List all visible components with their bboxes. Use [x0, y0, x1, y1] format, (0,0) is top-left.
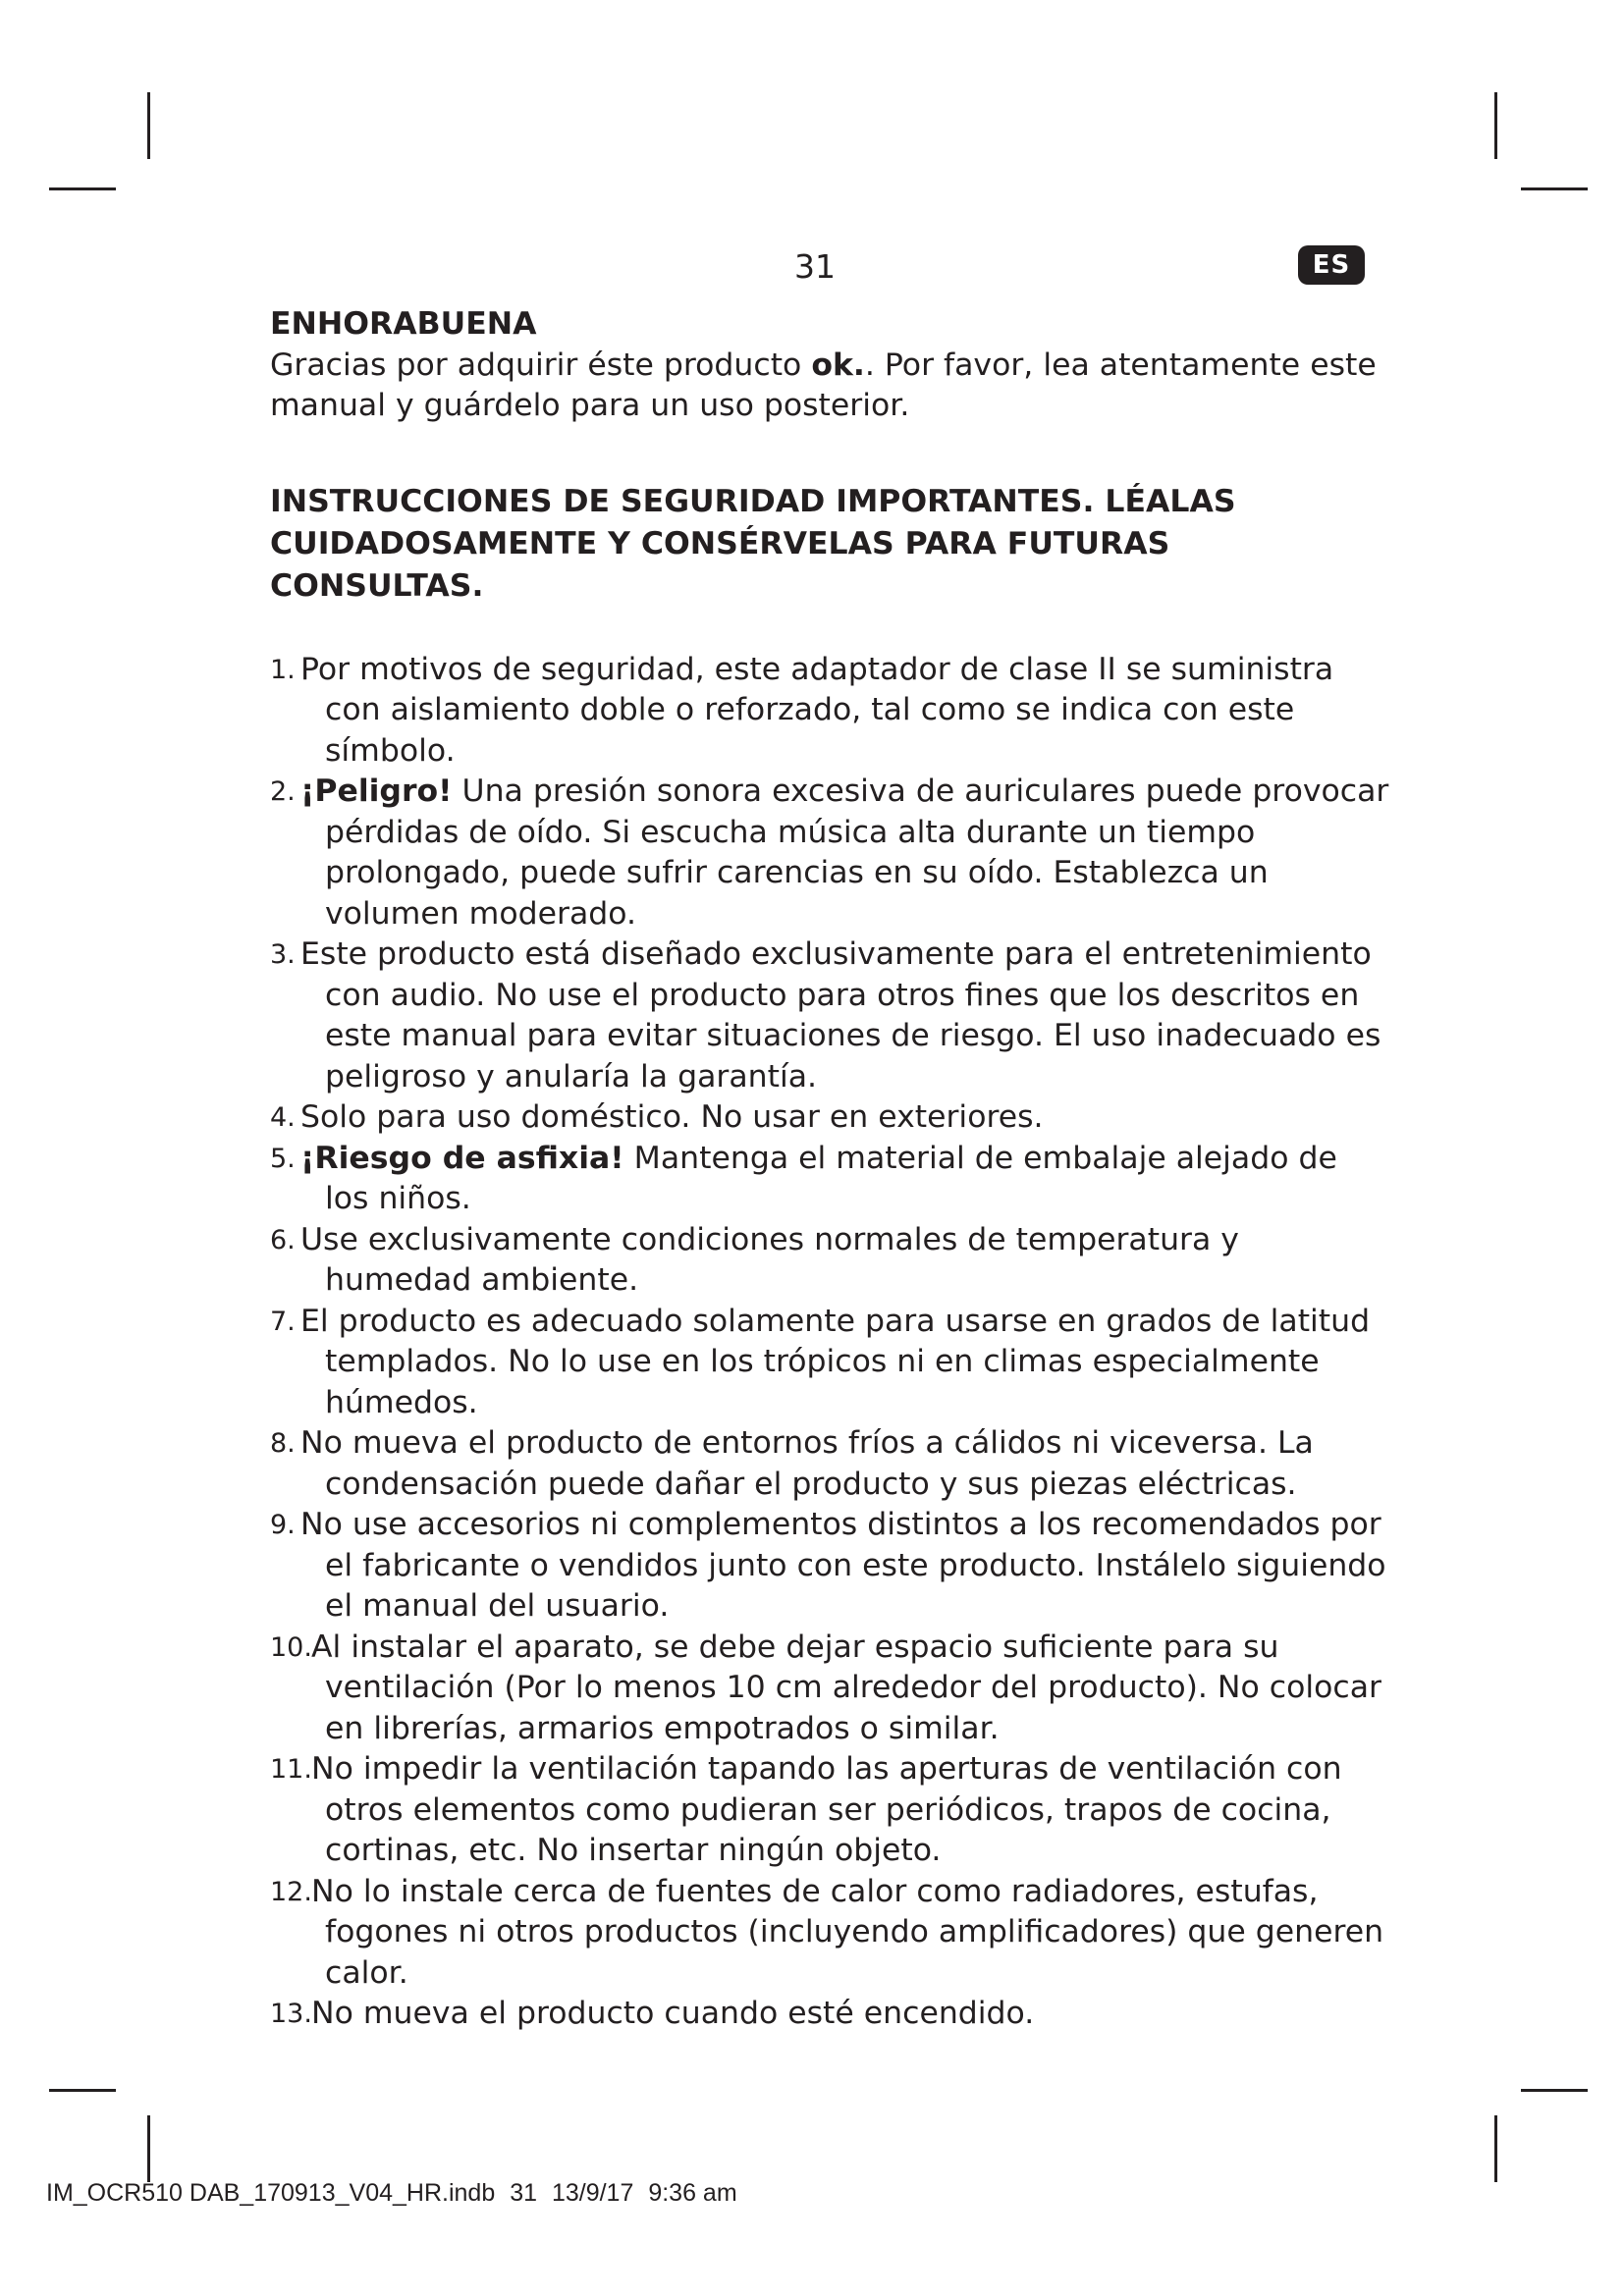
list-item: [270, 1097, 1389, 1139]
crop-mark-top-left-horizontal: [49, 187, 116, 190]
list-item-number: 11.: [270, 1754, 312, 1785]
list-item: [270, 1220, 1389, 1302]
manual-content: [270, 304, 1389, 2035]
list-item-number: 12.: [270, 1876, 312, 1907]
brand-name: ok.: [811, 347, 865, 383]
list-item-number: 2.: [270, 776, 296, 807]
list-item-number: 10.: [270, 1631, 312, 1663]
list-item-number: 4.: [270, 1102, 296, 1133]
list-item: [270, 1872, 1389, 1995]
list-item-number: 13.: [270, 1999, 312, 2029]
list-item-text: No use accesorios ni complementos distintos a los recomendados por el fabricante o vendidos junto con este producto. Instálelo siguiendo el manual del usuario.: [300, 1507, 1386, 1624]
crop-mark-bottom-right-horizontal: [1521, 2089, 1588, 2092]
list-item-warning: ¡Riesgo de asfixia!: [300, 1140, 624, 1176]
safety-title-line2: CUIDADOSAMENTE Y CONSÉRVELAS PARA FUTURAS CONSULTAS.: [270, 525, 1170, 604]
list-item: [270, 1749, 1389, 1872]
intro-paragraph: [270, 346, 1389, 427]
language-badge: ES: [1298, 245, 1365, 285]
list-item: [270, 934, 1389, 1097]
intro-text-after: . Por favor, lea atentamente este manual y guárdelo para un uso posterior.: [270, 347, 1377, 423]
list-item-text: Solo para uso doméstico. No usar en exteriores.: [300, 1099, 1044, 1135]
list-item-number: 9.: [270, 1510, 296, 1540]
list-item-number: 5.: [270, 1143, 296, 1174]
list-item: [270, 772, 1389, 934]
print-slug: [46, 2179, 745, 2208]
crop-mark-top-right-vertical: [1494, 92, 1497, 159]
crop-mark-bottom-left-horizontal: [49, 2089, 116, 2092]
list-item-text: Al instalar el aparato, se debe dejar espacio suficiente para su ventilación (Por lo menos 10 cm alrededor del producto). No colocar en librerías, armarios empotrados o similar.: [311, 1629, 1381, 1746]
print-date: 13/9/17: [551, 2179, 634, 2207]
list-item-text: Mantenga el material de embalaje alejado de los niños.: [325, 1140, 1337, 1216]
list-item-text: Una presión sonora excesiva de auriculares puede provocar pérdidas de oído. Si escucha música alta durante un tiempo prolongado, puede sufrir carencias en su oído. Establezca un volumen moderado.: [325, 774, 1389, 932]
print-page: 31: [510, 2179, 537, 2207]
list-item-number: 7.: [270, 1306, 296, 1337]
safety-section-title: [270, 481, 1389, 608]
list-item: [270, 1139, 1389, 1220]
list-item-text: No mueva el producto cuando esté encendido.: [311, 1996, 1035, 2031]
list-item-number: 6.: [270, 1224, 296, 1255]
crop-mark-top-right-horizontal: [1521, 187, 1588, 190]
list-item-text: Por motivos de seguridad, este adaptador de clase II se suministra con aislamiento doble o reforzado, tal como se indica con este símbolo.: [300, 651, 1334, 769]
list-item: [270, 1505, 1389, 1628]
page-heading: ENHORABUENA: [270, 306, 537, 342]
crop-mark-bottom-right-vertical: [1494, 2115, 1497, 2182]
safety-instructions-list: [270, 650, 1389, 2035]
list-item: [270, 650, 1389, 773]
list-item-text: Use exclusivamente condiciones normales de temperatura y humedad ambiente.: [300, 1221, 1239, 1298]
safety-title-line1: INSTRUCCIONES DE SEGURIDAD IMPORTANTES. LÉALAS: [270, 483, 1236, 519]
list-item: [270, 1302, 1389, 1424]
list-item: [270, 1423, 1389, 1505]
print-time: 9:36 am: [648, 2179, 737, 2207]
list-item-text: No impedir la ventilación tapando las aperturas de ventilación con otros elementos como pudieran ser periódicos, trapos de cocina, cortinas, etc. No insertar ningún objeto.: [311, 1751, 1342, 1868]
list-item: [270, 1994, 1389, 2035]
list-item-text: Este producto está diseñado exclusivamente para el entretenimiento con audio. No use el producto para otros fines que los descritos en este manual para evitar situaciones de riesgo. El uso inadecuado es peligroso y anularía la garantía.: [300, 936, 1381, 1095]
list-item-text: No mueva el producto de entornos fríos a cálidos ni viceversa. La condensación puede dañar el producto y sus piezas eléctricas.: [300, 1425, 1314, 1502]
list-item-warning: ¡Peligro!: [300, 774, 453, 809]
crop-mark-top-left-vertical: [147, 92, 150, 159]
list-item-text: No lo instale cerca de fuentes de calor como radiadores, estufas, fogones ni otros productos (incluyendo amplificadores) que generen calor.: [311, 1873, 1384, 1991]
intro-text-before: Gracias por adquirir éste producto: [270, 347, 812, 383]
list-item: [270, 1628, 1389, 1750]
page-number: 31: [794, 247, 836, 286]
print-file-name: IM_OCR510 DAB_170913_V04_HR.indb: [46, 2179, 496, 2207]
list-item-number: 3.: [270, 939, 296, 970]
list-item-number: 8.: [270, 1428, 296, 1459]
list-item-number: 1.: [270, 654, 296, 685]
crop-mark-bottom-left-vertical: [147, 2115, 150, 2182]
list-item-text: El producto es adecuado solamente para usarse en grados de latitud templados. No lo use en los trópicos ni en climas especialmente húmedos.: [300, 1303, 1371, 1420]
